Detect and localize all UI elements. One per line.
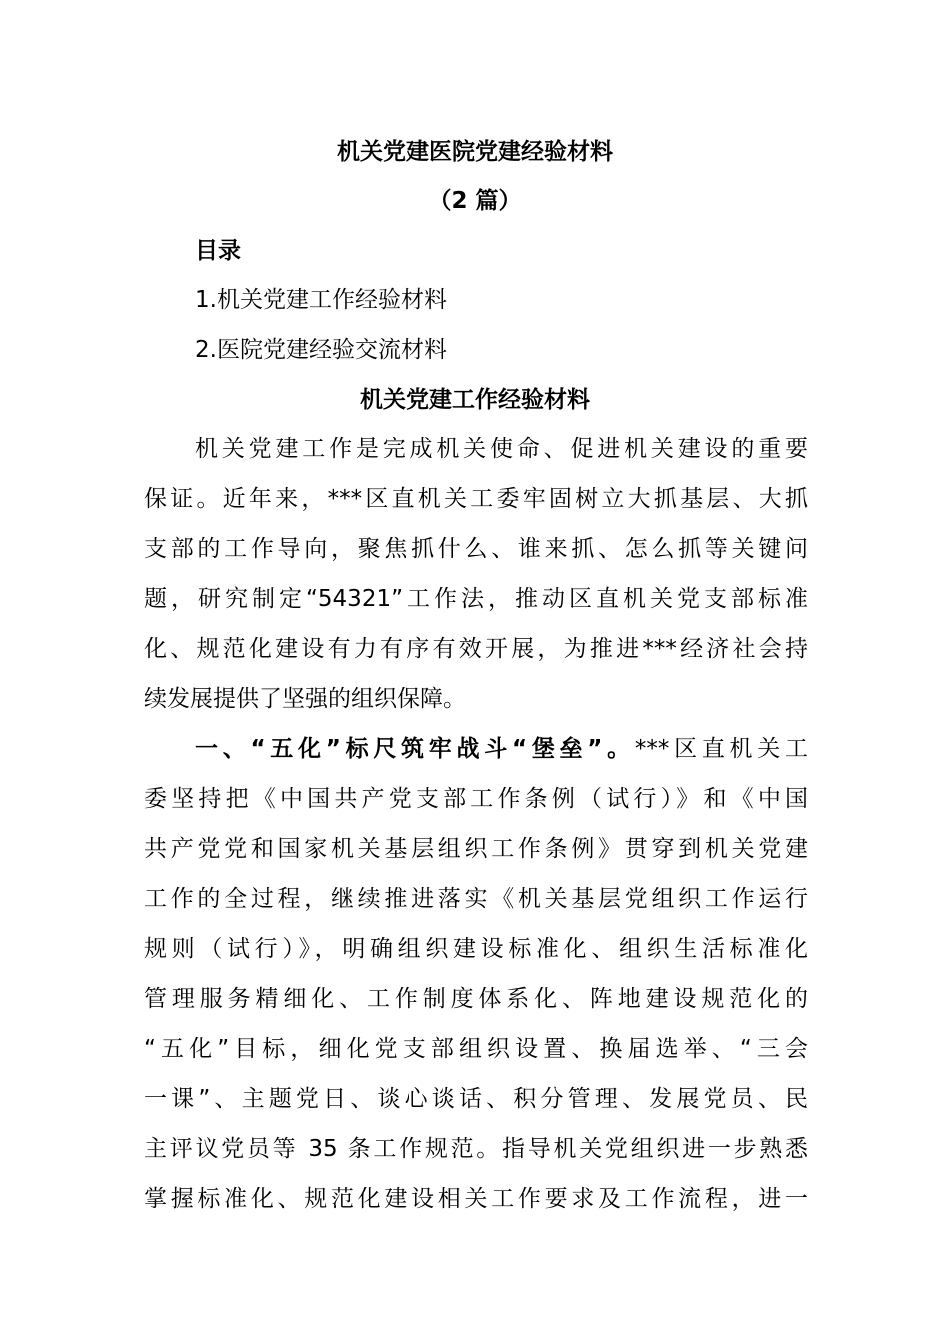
- section1-paragraph: [144, 724, 808, 1224]
- paragraph-line: 掌握标准化、规范化建设相关工作要求及工作流程，进一: [144, 1186, 808, 1212]
- paragraph-line: 续发展提供了坚强的组织保障。: [144, 686, 466, 712]
- paragraph-line: 规则（试行）》，明确组织建设标准化、组织生活标准化: [144, 936, 808, 962]
- section-title: 机关党建工作经验材料: [360, 387, 590, 413]
- paragraph-line: 机关党建工作是完成机关使命、促进机关建设的重要: [195, 436, 808, 462]
- paragraph-line: 化、规范化建设有力有序有效开展，为推进***经济社会持: [144, 636, 808, 662]
- paragraph-line: 主评议党员等 35 条工作规范。指导机关党组织进一步熟悉: [144, 1136, 808, 1162]
- paragraph-line: 管理服务精细化、工作制度体系化、阵地建设规范化的: [144, 986, 808, 1012]
- intro-paragraph: [144, 424, 808, 724]
- section1-heading: 一、“五化”标尺筑牢战斗“堡垒”。: [195, 736, 635, 762]
- toc-item: 2.医院党建经验交流材料: [195, 337, 447, 363]
- paragraph-line: 保证。近年来，***区直机关工委牢固树立大抓基层、大抓: [144, 486, 808, 512]
- paragraph-line: 题，研究制定“54321”工作法，推动区直机关党支部标准: [144, 586, 808, 612]
- paragraph-line: 共产党党和国家机关基层组织工作条例》贯穿到机关党建: [144, 836, 808, 862]
- paragraph-line: “五化”目标，细化党支部组织设置、换届选举、“三会: [144, 1036, 808, 1062]
- document-title: 机关党建医院党建经验材料: [337, 139, 613, 165]
- toc-item: 1.机关党建工作经验材料: [195, 287, 447, 313]
- section1-lead-text: ***区直机关工: [634, 736, 809, 762]
- toc-heading: 目录: [195, 238, 241, 264]
- document-subtitle: （2 篇）: [428, 188, 522, 214]
- paragraph-line: [144, 724, 808, 774]
- paragraph-line: 支部的工作导向，聚焦抓什么、谁来抓、怎么抓等关键问: [144, 536, 808, 562]
- paragraph-line: 一课”、主题党日、谈心谈话、积分管理、发展党员、民: [144, 1086, 808, 1112]
- paragraph-line: 工作的全过程，继续推进落实《机关基层党组织工作运行: [144, 886, 808, 912]
- paragraph-line: 委坚持把《中国共产党支部工作条例（试行）》和《中国: [144, 786, 808, 812]
